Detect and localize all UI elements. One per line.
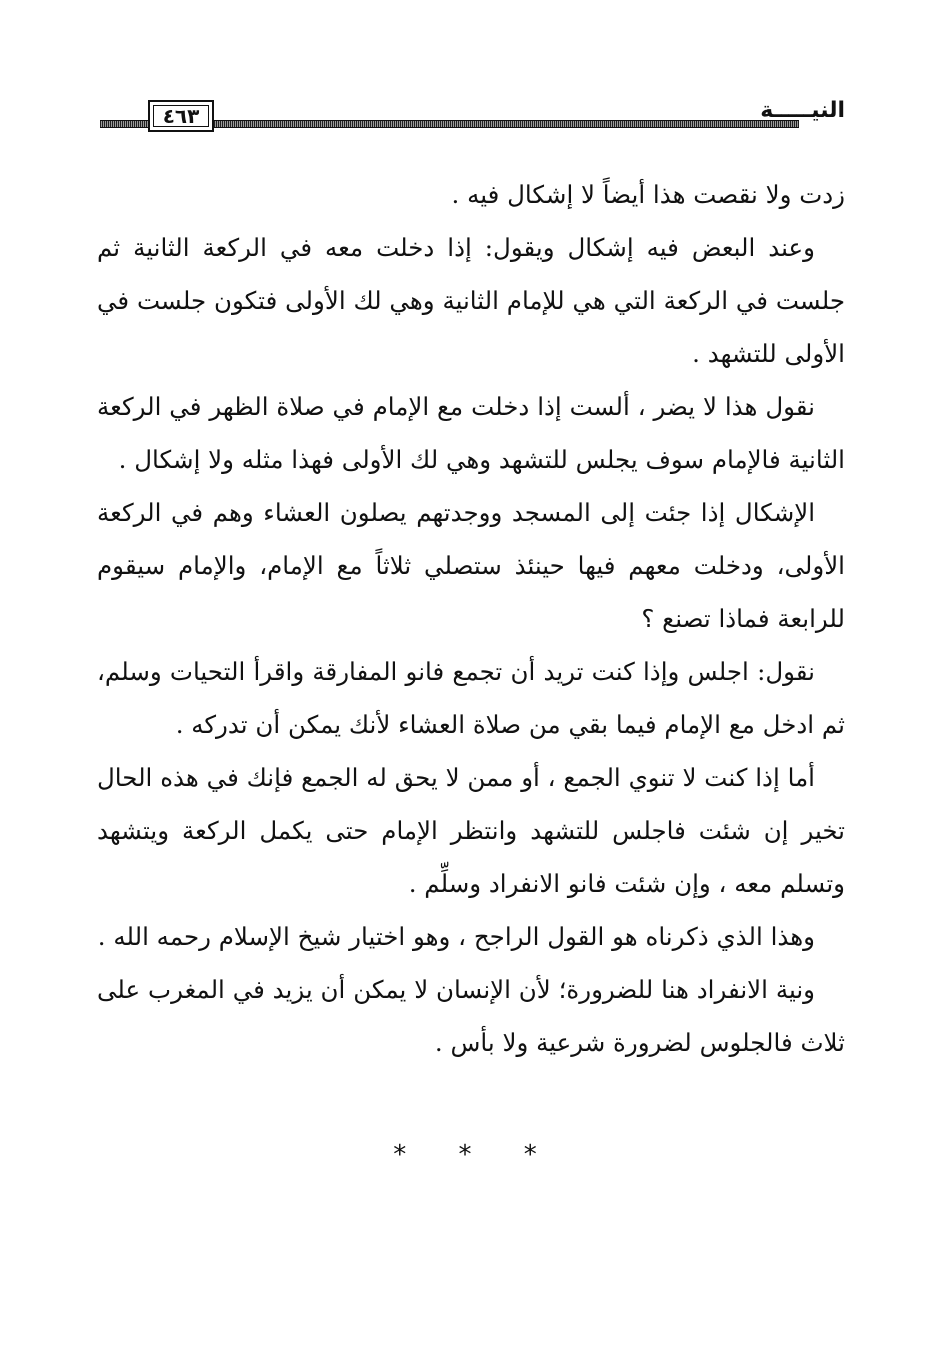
header-rule-left bbox=[100, 120, 148, 128]
chapter-title: النيـــــة bbox=[760, 98, 845, 123]
header-rule-right bbox=[214, 120, 799, 128]
asterisk-3: * bbox=[523, 1140, 537, 1170]
asterisk-1: * bbox=[393, 1140, 407, 1170]
paragraph-1: زدت ولا نقصت هذا أيضاً لا إشكال فيه . bbox=[451, 180, 845, 209]
paragraph-8: ونية الانفراد هنا للضرورة؛ لأن الإنسان لا يمكن أن يزيد في المغرب على ثلاث فالجلوس لضرورة شرعية ولا بأس . bbox=[97, 975, 845, 1057]
paragraph-7: وهذا الذي ذكرناه هو القول الراجح ، وهو اختيار شيخ الإسلام رحمه الله . bbox=[97, 922, 815, 951]
paragraph-3: نقول هذا لا يضر ، ألست إذا دخلت مع الإمام في صلاة الظهر في الركعة الثانية فالإمام سوف يجلس للتشهد وهي لك الأولى فهذا مثله ولا إشكال . bbox=[97, 392, 845, 474]
page-number-box bbox=[148, 100, 214, 132]
paragraph-6: أما إذا كنت لا تنوي الجمع ، أو ممن لا يحق له الجمع فإنك في هذه الحال تخير إن شئت فاجلس للتشهد وانتظر الإمام حتى يكمل الركعة ويتشهد وتسلم معه ، وإن شئت فانو الانفراد وسلِّم . bbox=[97, 763, 845, 898]
paragraph-5: نقول: اجلس وإذا كنت تريد أن تجمع فانو المفارقة واقرأ التحيات وسلم، ثم ادخل مع الإمام فيما بقي من صلاة العشاء لأنك يمكن أن تدركه . bbox=[97, 657, 845, 739]
page-number: ٤٦٣ bbox=[162, 104, 200, 128]
paragraph-2: وعند البعض فيه إشكال ويقول: إذا دخلت معه في الركعة الثانية ثم جلست في الركعة التي هي للإمام الثانية وهي لك الأولى فتكون جلست في الأولى للتشهد . bbox=[97, 233, 845, 368]
body-text bbox=[97, 168, 845, 1069]
section-separator bbox=[0, 1140, 930, 1170]
page-header bbox=[100, 98, 845, 138]
paragraph-4: الإشكال إذا جئت إلى المسجد ووجدتهم يصلون العشاء وهم في الركعة الأولى، ودخلت معهم فيها حينئذ ستصلي ثلاثاً مع الإمام، والإمام سيقوم للرابعة فماذا تصنع ؟ bbox=[97, 498, 845, 633]
asterisk-2: * bbox=[458, 1140, 472, 1170]
